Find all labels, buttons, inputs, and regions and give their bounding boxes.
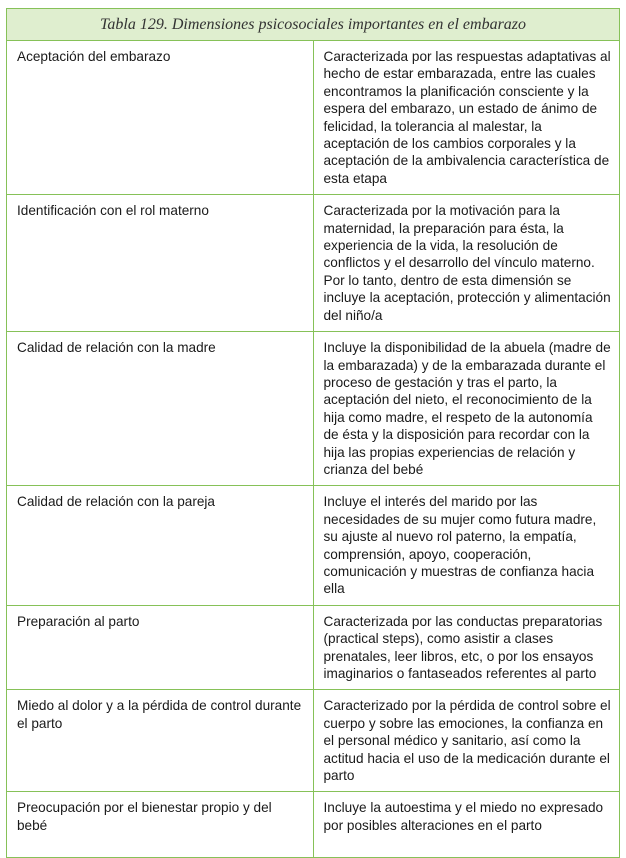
description-cell: Caracterizado por la pérdida de control sobre el cuerpo y sobre las emociones, la confianza en el personal médico y sanitario, así como la actitud hacia el uso de la medicación durante el parto [313,690,620,792]
table-row [7,195,620,332]
psychosocial-dimensions-table [6,8,620,858]
table-caption: Tabla 129. Dimensiones psicosociales importantes en el embarazo [7,9,620,41]
dimension-cell: Preocupación por el bienestar propio y del bebé [7,792,314,858]
psychosocial-dimensions-table-container [6,8,620,858]
description-cell: Incluye la autoestima y el miedo no expresado por posibles alteraciones en el parto [313,792,620,858]
table-row [7,690,620,792]
dimension-cell: Aceptación del embarazo [7,41,314,195]
description-cell: Incluye el interés del marido por las necesidades de su mujer como futura madre, su ajuste al nuevo rol paterno, la empatía, comprensión, apoyo, cooperación, comunicación y muestras de confianza hacia ella [313,486,620,605]
dimension-cell: Identificación con el rol materno [7,195,314,332]
description-cell: Caracterizada por las conductas preparatorias (practical steps), como asistir a clases prenatales, leer libros, etc, o por los ensayos imaginarios o fantaseados referentes al parto [313,605,620,690]
description-cell: Incluye la disponibilidad de la abuela (madre de la embarazada) y de la embarazada durante el proceso de gestación y tras el parto, la aceptación del nieto, el reconocimiento de la hija como madre, el respeto de la autonomía de ésta y la disposición para recordar con la hija las propias experiencias de relación y crianza del bebé [313,332,620,486]
table-row [7,41,620,195]
description-cell: Caracterizada por la motivación para la maternidad, la preparación para ésta, la experiencia de la vida, la resolución de conflictos y el desarrollo del vínculo materno. Por lo tanto, dentro de esta dimensión se incluye la aceptación, protección y alimentación del niño/a [313,195,620,332]
caption-row [7,9,620,41]
dimension-cell: Calidad de relación con la pareja [7,486,314,605]
table-row [7,605,620,690]
dimension-cell: Calidad de relación con la madre [7,332,314,486]
table-row [7,332,620,486]
table-row [7,792,620,858]
table-row [7,486,620,605]
dimension-cell: Miedo al dolor y a la pérdida de control durante el parto [7,690,314,792]
dimension-cell: Preparación al parto [7,605,314,690]
description-cell: Caracterizada por las respuestas adaptativas al hecho de estar embarazada, entre las cuales encontramos la planificación consciente y la espera del embarazo, un estado de ánimo de felicidad, la tolerancia al malestar, la aceptación de los cambios corporales y la aceptación de la ambivalencia característica de esta etapa [313,41,620,195]
